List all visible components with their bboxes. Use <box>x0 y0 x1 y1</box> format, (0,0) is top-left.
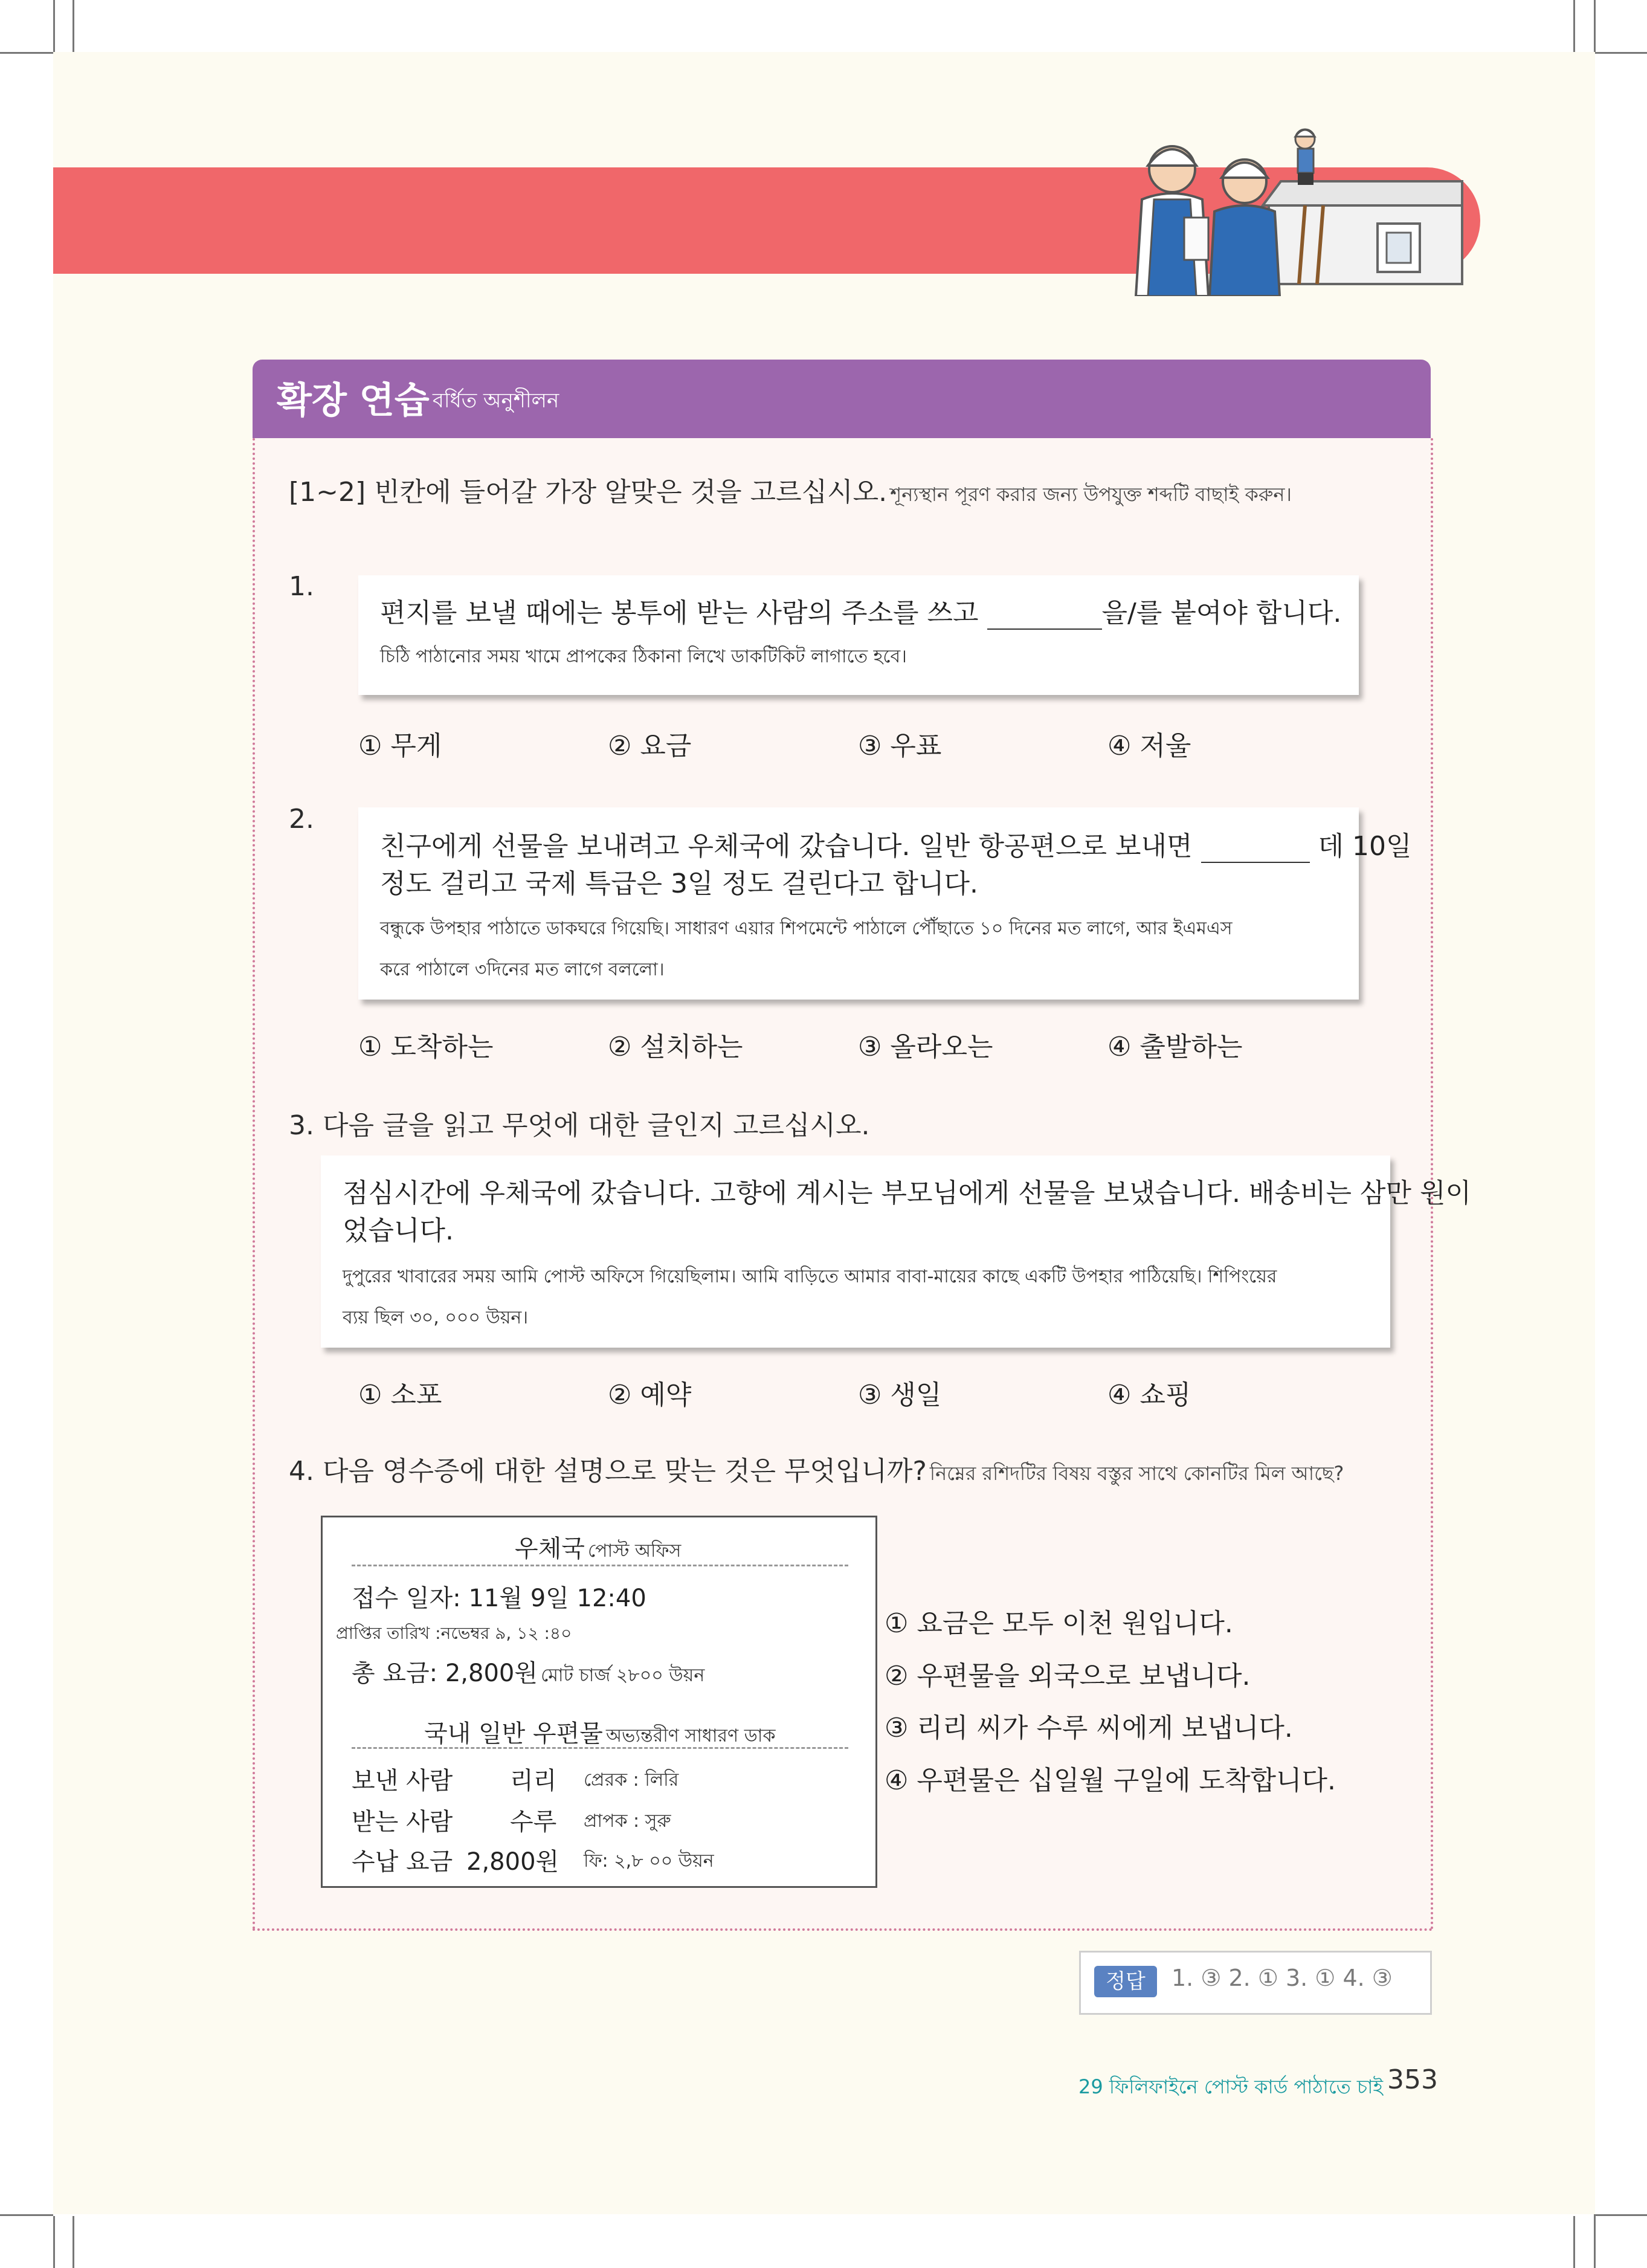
question-3-option[interactable]: ④ 쇼핑 <box>1107 1380 1191 1410</box>
receipt-total-korean: 총 요금: 2,800원 <box>352 1659 538 1687</box>
question-2-option[interactable]: ① 도착하는 <box>358 1032 494 1062</box>
panel-header <box>253 360 1431 438</box>
receipt-divider <box>352 1747 848 1749</box>
receipt-divider <box>352 1565 848 1566</box>
crop-mark <box>73 0 74 52</box>
crop-mark <box>53 0 55 52</box>
question-2-text-line1 <box>380 824 1412 863</box>
question-4-option[interactable]: ③ 리리 씨가 수루 씨에게 보냅니다. <box>885 1713 1293 1743</box>
crop-mark <box>1594 2216 1596 2268</box>
question-2-text-after: 데 10일 <box>1318 831 1412 862</box>
postal-receipt <box>321 1516 877 1888</box>
question-1-text-after: 을/를 붙여야 합니다. <box>1101 598 1342 628</box>
question-2-text-before: 친구에게 선물을 보내려고 우체국에 갔습니다. 일반 항공편으로 보내면 <box>380 831 1193 862</box>
receipt-fee-bengali: ফি: ২,৮ ০০ উয়ন <box>584 1850 714 1872</box>
question-2-option[interactable]: ④ 출발하는 <box>1107 1032 1243 1062</box>
question-4-heading <box>289 1449 1344 1491</box>
receipt-mail-type <box>424 1714 775 1752</box>
crop-mark <box>0 2214 53 2216</box>
question-3-heading: 3. 다음 글을 읽고 무엇에 대한 글인지 고르십시오. <box>289 1110 870 1141</box>
question-2-number: 2. <box>289 804 314 835</box>
question-4-heading-korean: 4. 다음 영수증에 대한 설명으로 맞는 것은 무엇입니까? <box>289 1456 927 1487</box>
panel-title: 확장 연습 <box>277 380 430 422</box>
answer-key <box>1079 1951 1432 2015</box>
question-1-option[interactable]: ④ 저울 <box>1107 731 1191 761</box>
question-1-option[interactable]: ② 요금 <box>608 731 692 761</box>
receipt-title-korean: 우체국 <box>515 1535 585 1563</box>
question-2-blank <box>1201 831 1310 863</box>
receipt-title-bengali: পোস্ট অফিস <box>588 1540 682 1562</box>
panel-title-bengali: বর্ধিত অনুশীলন <box>433 389 559 413</box>
question-2-bengali-line1: বন্ধুকে উপহার পাঠাতে ডাকঘরে গিয়েছি। সাধারণ এয়ার শিপমেন্টে পাঠালে পৌঁছাতে ১০ দিনের মত লাগে, আর ইএমএস <box>380 918 1233 939</box>
receipt-receiver-bengali: প্রাপক : সুরু <box>584 1811 671 1832</box>
receipt-fee-value: 2,800원 <box>466 1848 559 1876</box>
question-4-option[interactable]: ④ 우편물은 십일월 구일에 도착합니다. <box>885 1765 1336 1796</box>
crop-mark <box>1594 52 1647 54</box>
question-2-bengali-line2: করে পাঠালে ৩দিনের মত লাগে বললো। <box>380 959 665 980</box>
receipt-sender-name: 리리 <box>510 1767 557 1795</box>
crop-mark <box>1594 2214 1647 2216</box>
question-2-box <box>358 807 1412 1000</box>
question-3-option[interactable]: ③ 생일 <box>858 1380 942 1410</box>
page-number: 353 <box>1387 2064 1438 2095</box>
receipt-mail-type-bengali: অভ্যন্তরীণ সাধারণ ডাক <box>606 1725 776 1746</box>
chapter-title: 29 ফিলিফাইনে পোস্ট কার্ড পাঠাতে চাই <box>1078 2075 1384 2098</box>
question-2-option[interactable]: ② 설치하는 <box>608 1032 743 1062</box>
crop-mark <box>73 2216 74 2268</box>
question-3-text-line2: 었습니다. <box>343 1215 454 1246</box>
question-3-box <box>321 1155 1471 1348</box>
question-1-box <box>358 575 1359 695</box>
crop-mark <box>53 2216 55 2268</box>
question-2-option[interactable]: ③ 올라오는 <box>858 1032 993 1062</box>
instruction-korean: [1~2] 빈칸에 들어갈 가장 알맞은 것을 고르십시오. <box>289 477 888 508</box>
receipt-fee-label: 수납 요금 <box>352 1848 453 1876</box>
question-4-option[interactable]: ② 우편물을 외국으로 보냅니다. <box>885 1661 1251 1691</box>
question-3-text-line1: 점심시간에 우체국에 갔습니다. 고향에 계시는 부모님에게 선물을 보냈습니다. 배송비는 삼만 원이 <box>343 1178 1471 1209</box>
question-1-blank <box>987 598 1102 630</box>
receipt-sender-bengali: প্রেরক : লিরি <box>584 1769 679 1791</box>
question-4-option[interactable]: ① 요금은 모두 이천 원입니다. <box>885 1608 1233 1639</box>
receipt-title <box>515 1530 681 1567</box>
question-1-text-before: 편지를 보낼 때에는 봉투에 받는 사람의 주소를 쓰고 <box>380 598 979 628</box>
crop-mark <box>1594 0 1596 52</box>
question-2-text-line2: 정도 걸리고 국제 특급은 3일 정도 걸린다고 합니다. <box>380 868 978 899</box>
receipt-mail-type-korean: 국내 일반 우편물 <box>424 1720 603 1748</box>
workers-illustration <box>1124 115 1486 296</box>
receipt-total-bengali: মোট চার্জ ২৮০০ উয়ন <box>541 1665 705 1686</box>
question-3-option[interactable]: ② 예약 <box>608 1380 692 1410</box>
crop-mark <box>1573 2216 1575 2268</box>
question-1-bengali: চিঠি পাঠানোর সময় খামে প্রাপকের ঠিকানা লিখে ডাকটিকিট লাগাতে হবে। <box>380 646 907 667</box>
receipt-date-bengali: প্রাপ্তির তারিখ :নভেম্বর ৯, ১২ :৪০ <box>336 1623 572 1643</box>
question-3-option[interactable]: ① 소포 <box>358 1380 442 1410</box>
receipt-receiver-name: 수루 <box>510 1808 557 1836</box>
instruction <box>289 470 1292 512</box>
question-4-heading-bengali: নিম্নের রশিদটির বিষয় বস্তুর সাথে কোনটির মিল আছে? <box>929 1462 1344 1485</box>
question-3-bengali-line2: ব্যয় ছিল ৩০, ০০০ উয়ন। <box>343 1307 529 1328</box>
answer-key-badge: 정답 <box>1094 1966 1157 1997</box>
instruction-bengali: শূন্যস্থান পূরণ করার জন্য উপযুক্ত শব্দটি বাছাই করুন। <box>890 483 1292 506</box>
crop-mark <box>1573 0 1575 52</box>
receipt-total <box>352 1654 704 1691</box>
question-1-text <box>380 591 1341 630</box>
question-1-number: 1. <box>289 571 314 602</box>
receipt-date: 접수 일자: 11월 9일 12:40 <box>352 1585 646 1612</box>
answer-key-text: 1. ③ 2. ① 3. ① 4. ③ <box>1172 1965 1393 1991</box>
question-3-bengali-line1: দুপুরের খাবারের সময় আমি পোস্ট অফিসে গিয়েছিলাম। আমি বাড়িতে আমার বাবা-মায়ের কাছে একটি উপহার পাঠিয়েছি। শিপিংয়ের <box>343 1266 1277 1287</box>
question-1-option[interactable]: ③ 우표 <box>858 731 942 761</box>
question-1-option[interactable]: ① 무게 <box>358 731 442 761</box>
receipt-receiver-label: 받는 사람 <box>352 1808 453 1836</box>
crop-mark <box>0 52 53 54</box>
receipt-sender-label: 보낸 사람 <box>352 1767 453 1795</box>
